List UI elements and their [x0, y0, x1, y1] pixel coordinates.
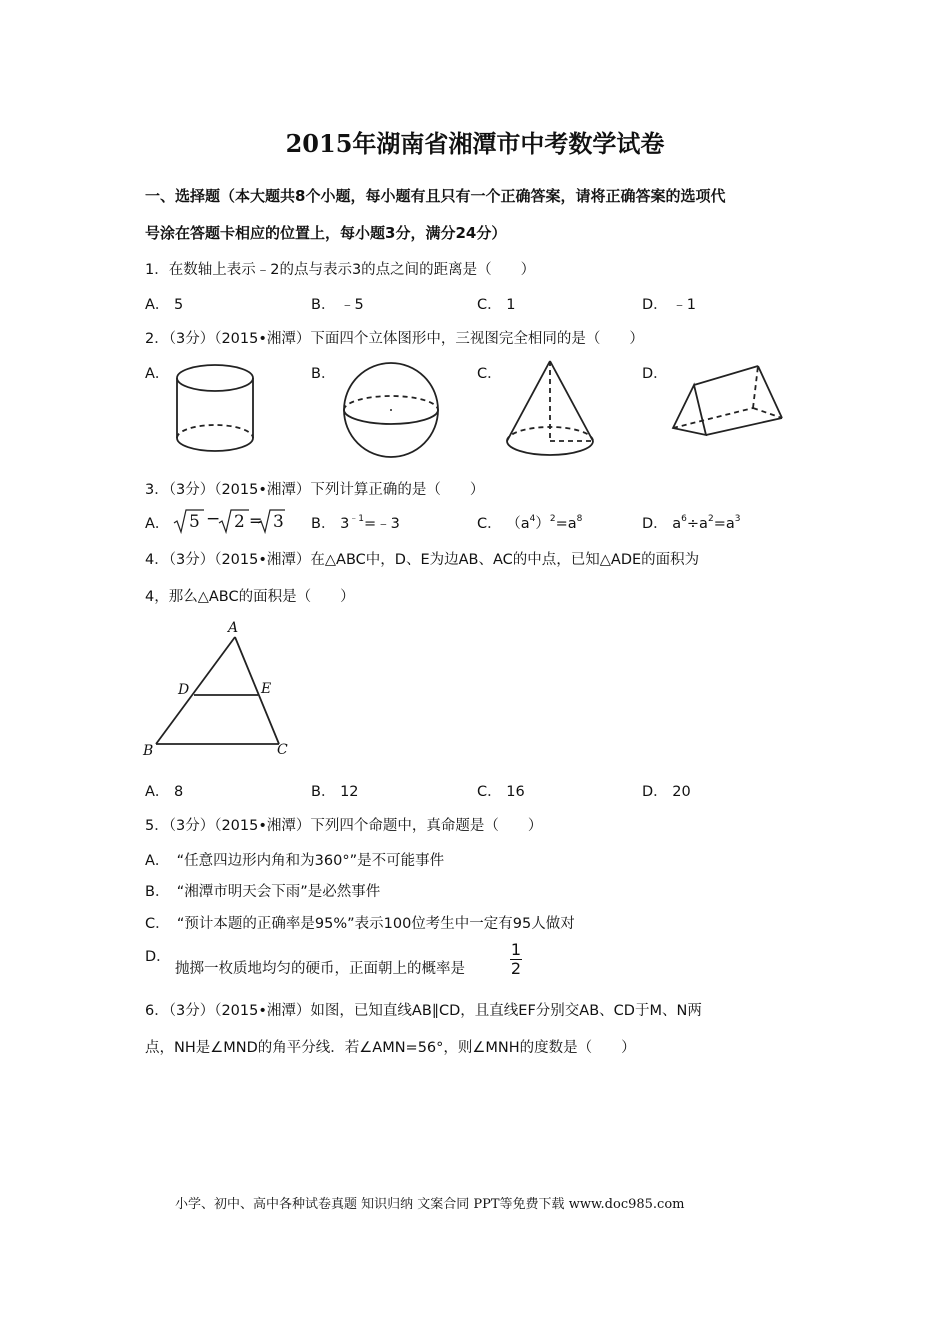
q5-stem: 5．（3分）（2015•湘潭）下列四个命题中，真命题是（ ）	[145, 818, 543, 834]
q3-option-b: B． $3^{﹣1}=﹣3$	[311, 514, 400, 532]
q6-stem-line1: 6．（3分）（2015•湘潭）如图，已知直线AB∥CD，且直线EF分别交AB、CD于M、N两	[145, 1003, 702, 1019]
q2-option-a-letter: A．	[145, 366, 170, 382]
q5-option-b: B． “湘潭市明天会下雨”是必然事件	[145, 884, 381, 900]
fraction-one-half: 1 2	[510, 940, 522, 978]
q2-stem: 2．（3分）（2015•湘潭）下面四个立体图形中，三视图完全相同的是（ ）	[145, 331, 644, 347]
equals-sign: =	[249, 511, 263, 530]
q1-option-a: A． 5	[145, 297, 184, 313]
page-footer: 小学、初中、高中各种试卷真题 知识归纳 文案合同 PPT等免费下载 www.doc985.com	[175, 1197, 685, 1212]
q4-stem-line2: 4，那么△ABC的面积是（ ）	[145, 589, 355, 605]
q5-option-d-letter: D．	[145, 949, 171, 965]
q4-option-d: D． 20	[642, 784, 691, 800]
vertex-label-e: E	[261, 681, 272, 697]
vertex-label-a: A	[228, 620, 239, 636]
page-title: 2015年湖南省湘潭市中考数学试卷	[285, 129, 665, 158]
q3-option-a-expression	[172, 507, 287, 535]
q4-option-a: A． 8	[145, 784, 184, 800]
q1-option-d: D． ﹣1	[642, 297, 697, 313]
q2-option-d-letter: D．	[642, 366, 668, 382]
vertex-label-b: B	[143, 743, 154, 759]
section-heading-line2: 号涂在答题卡相应的位置上，每小题3分，满分24分）	[145, 224, 507, 242]
q5-option-d-text: 抛掷一枚质地均匀的硬币，正面朝上的概率是	[175, 961, 465, 977]
q4-option-c: C． 16	[477, 784, 525, 800]
minus-sign: −	[206, 509, 221, 529]
q1-option-c: C． 1	[477, 297, 516, 313]
q2-option-b-letter: B．	[311, 366, 336, 382]
section-heading-line1: 一、选择题（本大题共8个小题，每小题有且只有一个正确答案，请将正确答案的选项代	[145, 187, 726, 205]
triangular-prism-figure	[668, 358, 790, 448]
q5-option-a: A． “任意四边形内角和为360°”是不可能事件	[145, 853, 445, 869]
q6-stem-line2: 点，NH是∠MND的角平分线．若∠AMN=56°，则∠MNH的度数是（ ）	[145, 1040, 636, 1056]
q1-option-b: B． ﹣5	[311, 297, 364, 313]
q3-stem: 3．（3分）（2015•湘潭）下列计算正确的是（ ）	[145, 482, 485, 498]
q1-stem: 1．在数轴上表示﹣2的点与表示3的点之间的距离是（ ）	[145, 262, 536, 278]
q5-option-c: C． “预计本题的正确率是95%”表示100位考生中一定有95人做对	[145, 916, 575, 932]
vertex-label-d: D	[178, 682, 190, 698]
q3-option-a-letter: A．	[145, 516, 170, 532]
q4-option-b: B． 12	[311, 784, 359, 800]
q3-option-c: C． $(a^4)^2=a^8$	[477, 514, 583, 532]
q2-option-c-letter: C．	[477, 366, 502, 382]
radicand-2: 2	[234, 512, 245, 532]
q4-stem-line1: 4．（3分）（2015•湘潭）在△ABC中，D、E为边AB、AC的中点，已知△ADE的面积为	[145, 552, 700, 568]
q3-option-d: D． $a^6\div a^2=a^3$	[642, 514, 741, 532]
triangle-abc-figure	[140, 620, 300, 765]
cylinder-figure	[170, 358, 265, 458]
vertex-label-c: C	[277, 742, 288, 758]
cone-figure	[500, 358, 605, 463]
radicand-3: 3	[273, 512, 284, 532]
sphere-figure	[338, 360, 448, 460]
radicand-5: 5	[189, 512, 200, 532]
